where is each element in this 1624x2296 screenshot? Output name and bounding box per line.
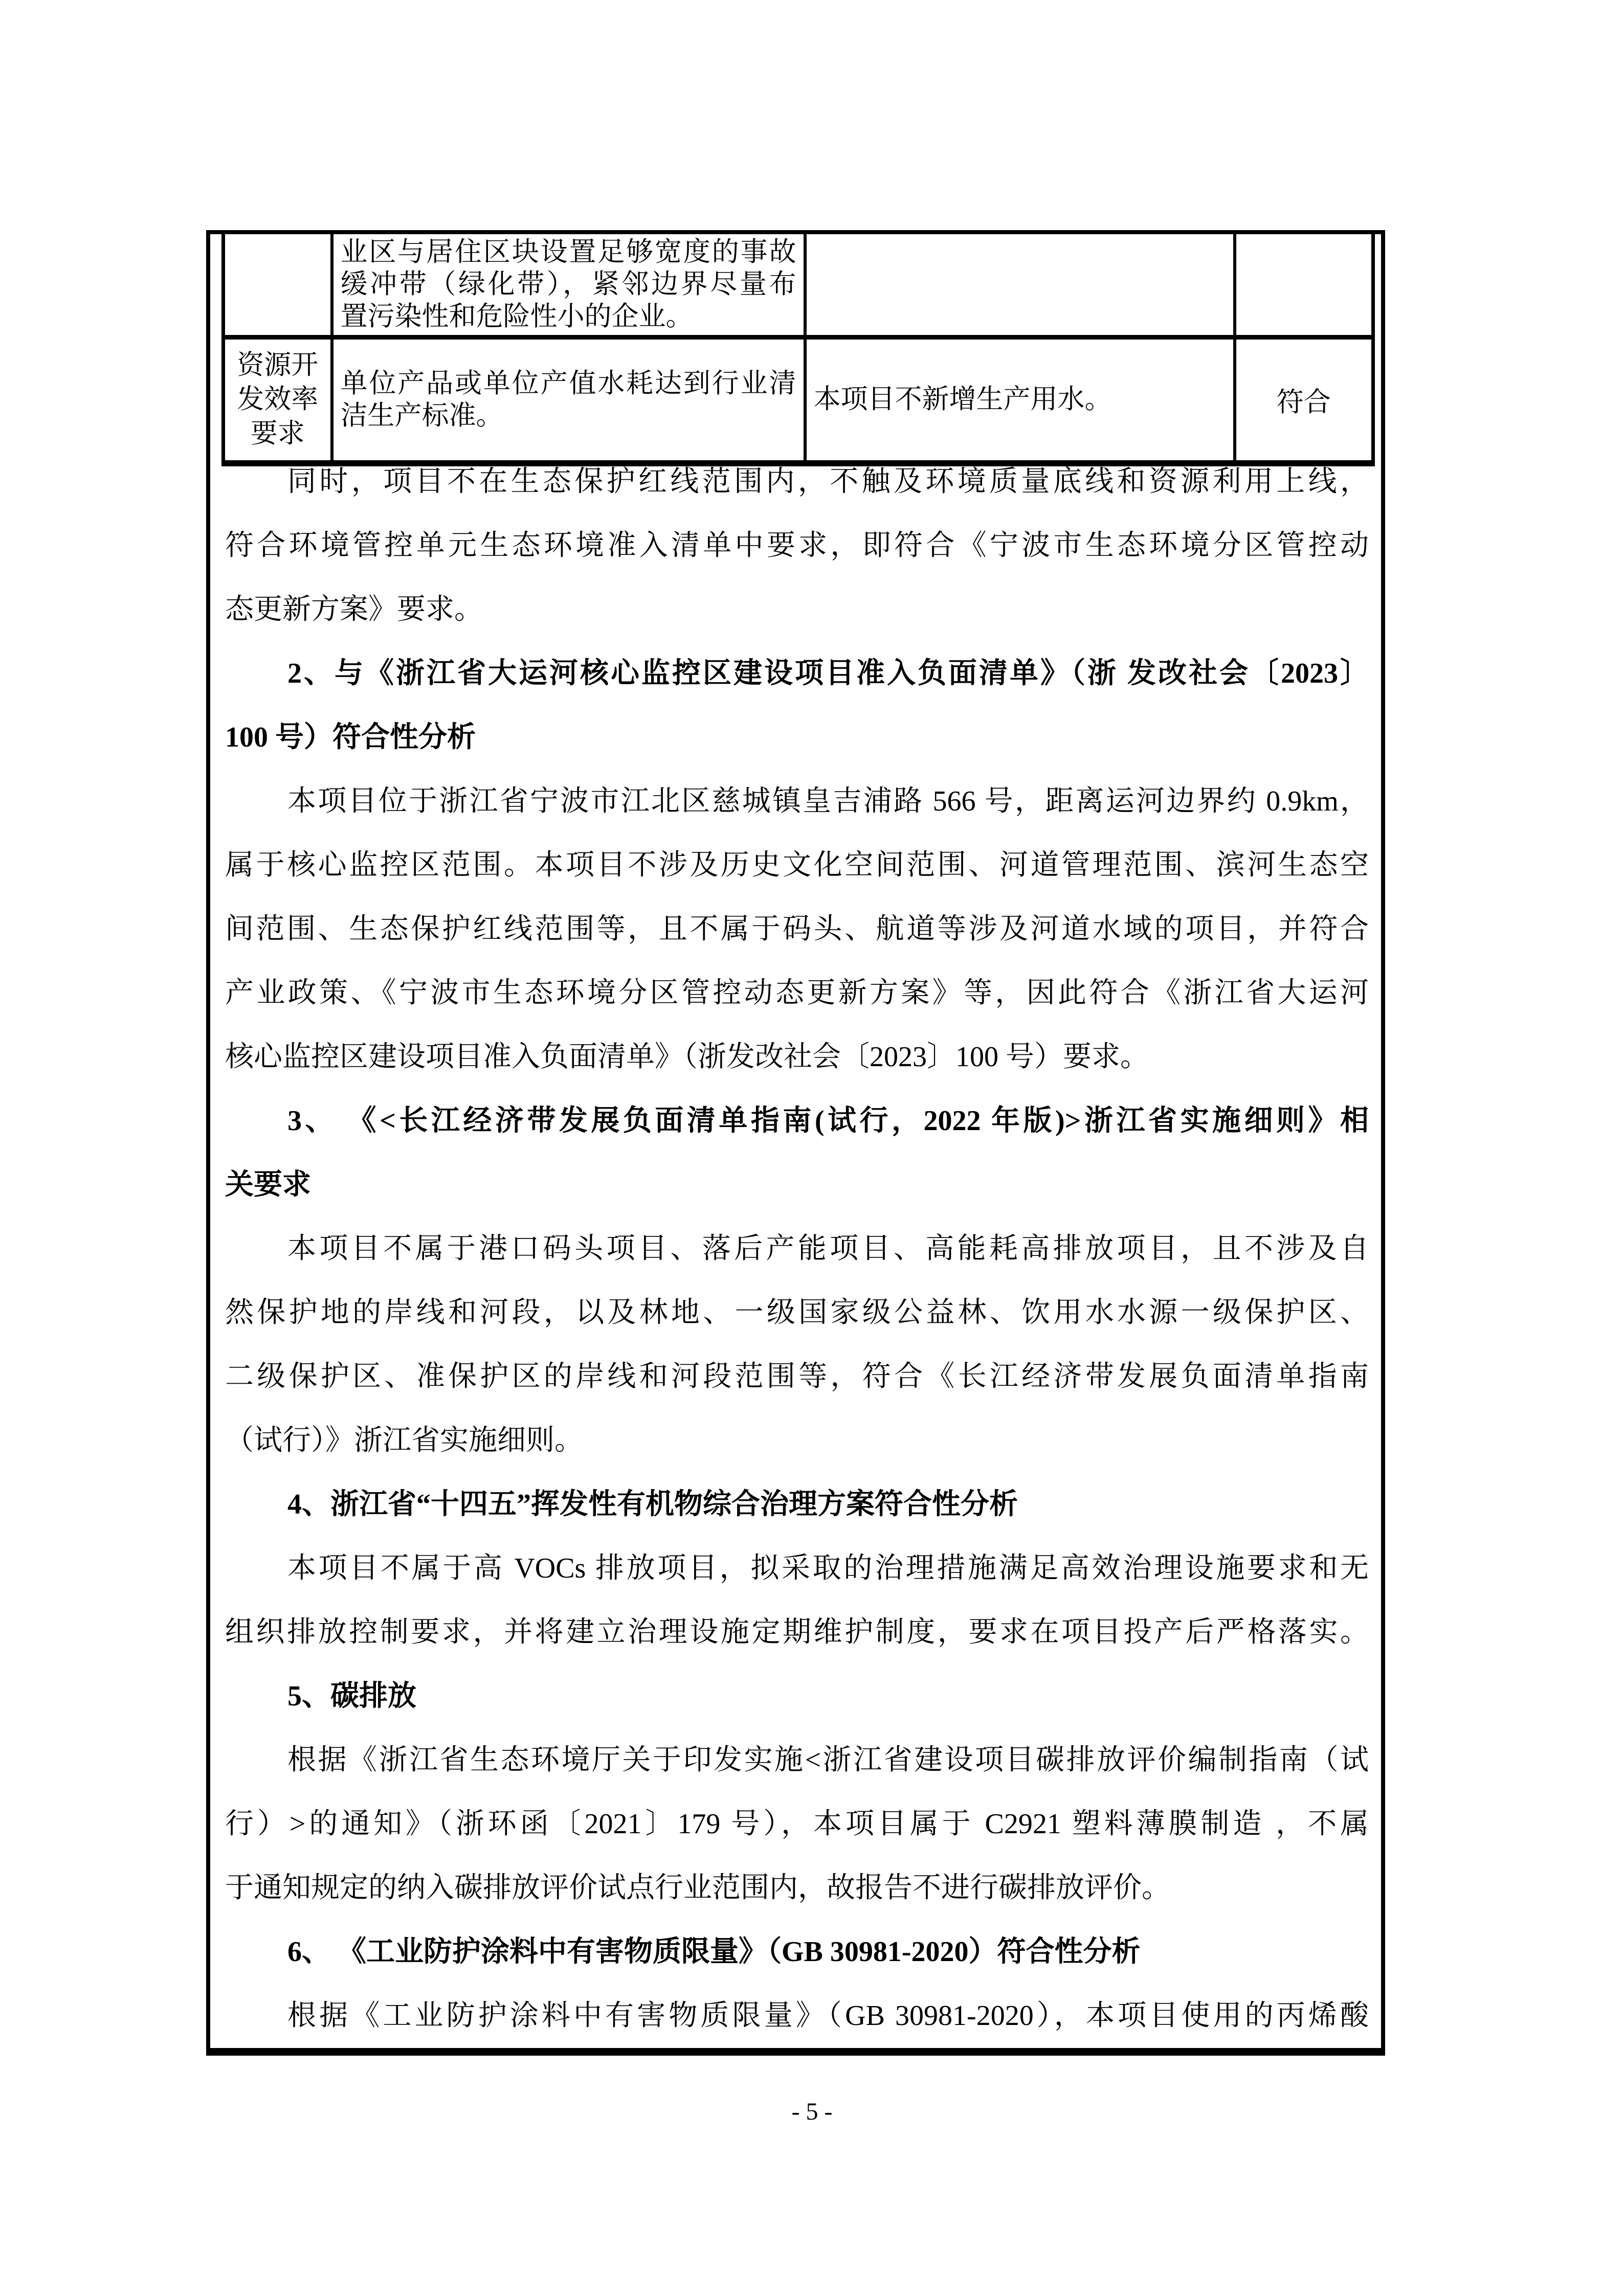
body-line: 符合环境管控单元生态环境准入清单中要求，即符合《宁波市生态环境分区管控动 <box>225 530 1369 561</box>
body-line: 本项目位于浙江省宁波市江北区慈城镇皇吉浦路 566 号，距离运河边界约 0.9km， <box>287 785 1369 817</box>
heading-line: 6、 《工业防护涂料中有害物质限量》（GB 30981-2020）符合性分析 <box>287 1936 1141 1968</box>
body-line: 本项目不属于港口码头项目、落后产能项目、高能耗高排放项目，且不涉及自 <box>287 1233 1369 1265</box>
heading-line: 4、浙江省“十四五”挥发性有机物综合治理方案符合性分析 <box>287 1489 1018 1520</box>
body-line: 间范围、生态保护红线范围等，且不属于码头、航道等涉及河道水域的项目，并符合 <box>225 913 1369 945</box>
table-cell-conclusion: 符合 <box>1235 337 1373 463</box>
body-text-block <box>225 450 1369 2048</box>
table-cell-requirement <box>332 337 805 463</box>
table-cell-label-empty <box>224 232 332 337</box>
body-line: 组织排放控制要求，并将建立治理设施定期维护制度，要求在项目投产后严格落实。 <box>225 1616 1369 1648</box>
page-number: - 5 - <box>791 2098 833 2125</box>
heading-line: 关要求 <box>225 1169 311 1201</box>
table-cell-requirement <box>332 232 805 337</box>
requirement-text-line: 缓冲带（绿化带），紧邻边界尽量布 <box>340 269 796 299</box>
body-line: 于通知规定的纳入碳排放评价试点行业范围内，故报告不进行碳排放评价。 <box>225 1872 1170 1904</box>
heading-line: 3、 《<长江经济带发展负面清单指南(试行，2022 年版)>浙江省实施细则》相 <box>287 1105 1369 1137</box>
body-line: 二级保护区、准保护区的岸线和河段范围等，符合《长江经济带发展负面清单指南 <box>225 1361 1369 1392</box>
compliance-table <box>221 230 1375 466</box>
body-line: 产业政策、《宁波市生态环境分区管控动态更新方案》等，因此符合《浙江省大运河 <box>225 977 1369 1009</box>
requirement-text-line: 单位产品或单位产值水耗达到行业清 <box>340 368 796 398</box>
table-cell-conclusion-empty <box>1235 232 1373 337</box>
table-cell-project <box>805 337 1235 463</box>
body-line: 态更新方案》要求。 <box>225 594 483 625</box>
requirement-text-line: 业区与居住区块设置足够宽度的事故 <box>340 237 796 267</box>
body-line: 本项目不属于高 VOCs 排放项目，拟采取的治理措施满足高效治理设施要求和无 <box>287 1552 1369 1584</box>
table-cell-label <box>224 337 332 463</box>
row-label-line: 要求 <box>250 419 305 449</box>
heading-line: 100 号）符合性分析 <box>225 722 476 753</box>
table-row <box>224 337 1373 463</box>
heading-line: 5、碳排放 <box>287 1680 416 1712</box>
body-line: 行）>的通知》（浙环函〔2021〕179 号），本项目属于 C2921 塑料薄膜制造 ，不属 <box>225 1808 1369 1840</box>
table-row <box>224 232 1373 337</box>
table-cell-project-empty <box>805 232 1235 337</box>
heading-line: 2、与《浙江省大运河核心监控区建设项目准入负面清单》（浙 发改社会〔2023〕 <box>287 658 1369 689</box>
body-line: 然保护地的岸线和河段，以及林地、一级国家级公益林、饮用水水源一级保护区、 <box>225 1297 1369 1329</box>
requirement-text-line: 洁生产标准。 <box>340 400 503 431</box>
row-label-line: 发效率 <box>237 385 319 415</box>
body-line: 根据《工业防护涂料中有害物质限量》（GB 30981-2020），本项目使用的丙烯酸 <box>287 2000 1369 2032</box>
body-line: 属于核心监控区范围。本项目不涉及历史文化空间范围、河道管理范围、滨河生态空 <box>225 849 1369 881</box>
body-line: 同时，项目不在生态保护红线范围内，不触及环境质量底线和资源利用上线， <box>287 466 1369 498</box>
requirement-text-line: 置污染性和危险性小的企业。 <box>340 301 693 331</box>
row-label-line: 资源开 <box>237 350 319 380</box>
body-line: 根据《浙江省生态环境厅关于印发实施<浙江省建设项目碳排放评价编制指南（试 <box>287 1744 1369 1776</box>
body-line: （试行）》浙江省实施细则。 <box>225 1425 583 1456</box>
project-text-line: 本项目不新增生产用水。 <box>813 385 1112 415</box>
body-line: 核心监控区建设项目准入负面清单》（浙发改社会〔2023〕100 号）要求。 <box>225 1041 1149 1073</box>
